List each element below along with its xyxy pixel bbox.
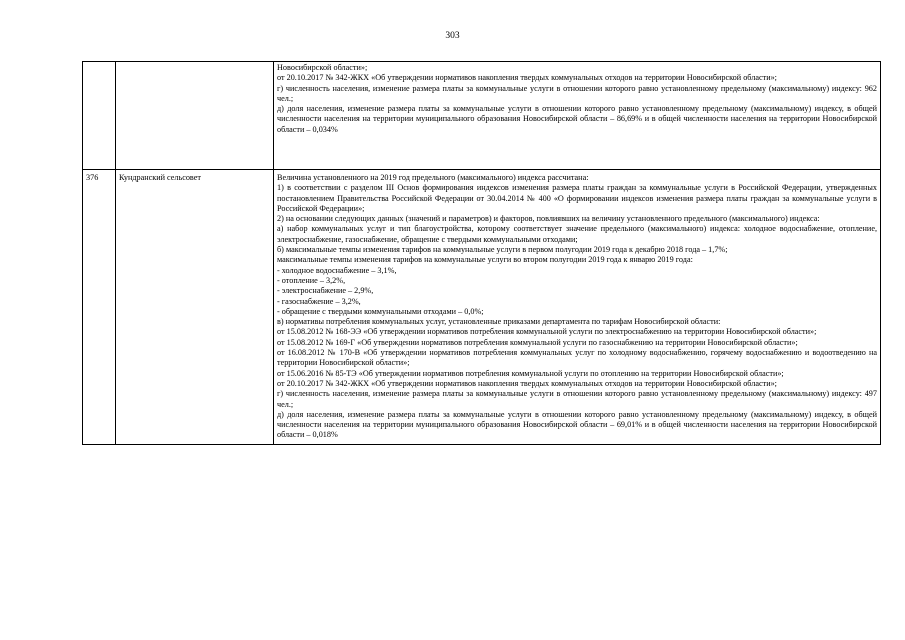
description-cell [274, 170, 881, 445]
row-number-cell [83, 62, 116, 170]
paragraph: д) доля населения, изменение размера платы за коммунальные услуги в отношении которого равно установленному предельному (максимальному) индексу, в общей численности населения на территории муниципального образования Новосибирской области – 86,69% и в общей численности населения на территории Новосибирской области – 0,034% [277, 104, 877, 134]
paragraph: г) численность населения, изменение размера платы за коммунальные услуги в отношении которого равно установленному предельному (максимальному) индексу: 962 чел.; [277, 83, 877, 103]
paragraph: - электроснабжение – 2,9%, [277, 286, 374, 296]
paragraph: г) численность населения, изменение размера платы за коммунальные услуги в отношении которого равно установленному предельному (максимальному) индексу: 497 чел.; [277, 389, 877, 409]
paragraph: максимальные темпы изменения тарифов на коммунальные услуги во втором полугодии 2019 года к январю 2019 года: [277, 255, 693, 265]
paragraph: 1) в соответствии с разделом III Основ формирования индексов изменения размера платы граждан за коммунальные услуги в Российской Федерации, утвержденных постановлением Правительства Российской Федерации от 30.04.2014 № 400 «О формировании индексов изменения размера платы граждан за коммунальные услуги в Российской Федерации»; [277, 183, 877, 213]
description-cell [274, 62, 881, 170]
table-row [83, 170, 881, 445]
settlement-cell: Кундранский сельсовет [116, 170, 274, 445]
paragraph: от 15.06.2016 № 85-ТЭ «Об утверждении нормативов потребления коммунальной услуги по отоплению на территории Новосибирской области»; [277, 368, 784, 378]
paragraph: б) максимальные темпы изменения тарифов на коммунальные услуги в первом полугодии 2019 года к декабрю 2018 года – 1,7%; [277, 245, 728, 255]
paragraph: от 20.10.2017 № 342-ЖКХ «Об утверждении нормативов накопления твердых коммунальных отходов на территории Новосибирской области»; [277, 73, 777, 83]
paragraph: от 16.08.2012 № 170-В «Об утверждении нормативов потребления коммунальных услуг по холодному водоснабжению, горячему водоснабжению и водоотведению на территории Новосибирской области»; [277, 348, 877, 368]
paragraph: - обращение с твердыми коммунальными отходами – 0,0%; [277, 306, 484, 316]
paragraph: Новосибирской области»; [277, 63, 368, 72]
paragraph: Величина установленного на 2019 год предельного (максимального) индекса рассчитана: [277, 173, 589, 182]
paragraph: от 15.08.2012 № 168-ЭЭ «Об утверждении нормативов потребления коммунальной услуги по электроснабжению на территории Новосибирской области»; [277, 327, 817, 337]
row-number-cell: 376 [83, 170, 116, 445]
paragraph: от 20.10.2017 № 342-ЖКХ «Об утверждении нормативов накопления твердых коммунальных отходов на территории Новосибирской области»; [277, 378, 777, 388]
paragraph: а) набор коммунальных услуг и тип благоустройства, которому соответствует значение предельного (максимального) индекса: холодное водоснабжение, отопление, электроснабжение, газоснабжение, обращение с твердыми коммунальными отходами; [277, 224, 877, 244]
table-row [83, 62, 881, 170]
paragraph: в) нормативы потребления коммунальных услуг, установленные приказами департамента по тарифам Новосибирской области: [277, 317, 721, 327]
paragraph: д) доля населения, изменение размера платы за коммунальные услуги в отношении которого равно установленному предельному (максимальному) индексу, в общей численности населения на территории муниципального образования Новосибирской области – 69,01% и в общей численности населения на территории Новосибирской области – 0,018% [277, 409, 877, 440]
paragraph: - холодное водоснабжение – 3,1%, [277, 265, 397, 275]
paragraph: от 15.08.2012 № 169-Г «Об утверждении нормативов потребления коммунальной услуги по газоснабжению на территории Новосибирской области»; [277, 337, 798, 347]
paragraph: 2) на основании следующих данных (значений и параметров) и факторов, повлиявших на величину установленного предельного (максимального) индекса: [277, 214, 820, 224]
paragraph: - газоснабжение – 3,2%, [277, 296, 361, 306]
page-number: 303 [445, 31, 460, 41]
paragraph: - отопление – 3,2%, [277, 275, 346, 285]
index-table [82, 61, 881, 445]
settlement-cell [116, 62, 274, 170]
